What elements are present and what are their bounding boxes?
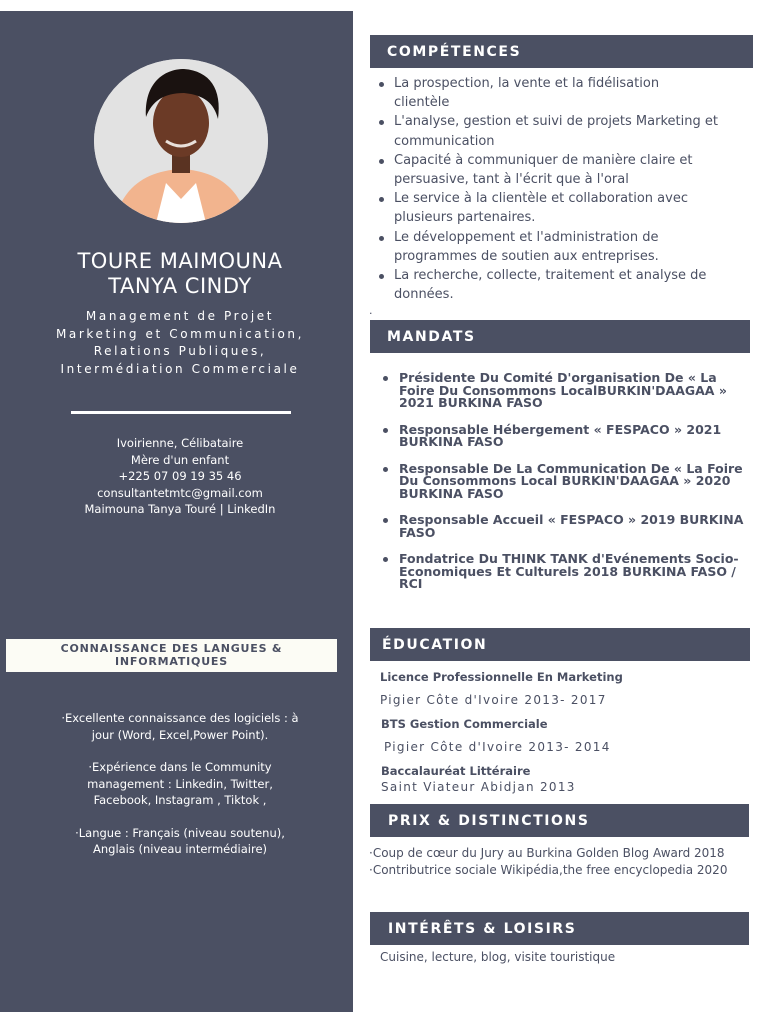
text-line: Foire Du Consommons LocalBURKIN'DAAGAA » xyxy=(399,382,727,398)
institution-name: Saint Viateur Abidjan 2013 xyxy=(381,780,576,794)
degree-title: Licence Professionnelle En Marketing xyxy=(380,670,623,684)
hobbies-text: Cuisine, lecture, blog, visite touristique xyxy=(380,950,616,964)
full-name xyxy=(10,249,350,299)
text-line: BURKINA FASO xyxy=(399,434,504,449)
degree-title: Baccalauréat Littéraire xyxy=(381,764,531,778)
text-line: Facebook, Instagram , Tiktok , xyxy=(93,793,267,807)
text-line: Responsable Hébergement « FESPACO » 2021 xyxy=(399,421,722,437)
family-status: Mère d'un enfant xyxy=(130,452,230,467)
text-line: Fondatrice Du THINK TANK d'Evénements Socio- xyxy=(399,551,739,566)
text-line: clientèle xyxy=(394,95,450,111)
skills-list xyxy=(376,74,756,304)
degree-title: BTS Gestion Commerciale xyxy=(381,717,548,731)
text-line: ·Excellente connaissance des logiciels : à xyxy=(61,711,299,725)
list-item xyxy=(380,421,760,449)
list-item xyxy=(376,189,756,227)
text-line: Le service à la clientèle et collaboration avec xyxy=(394,191,688,207)
text-line: FASO xyxy=(399,524,436,540)
text-line: Capacité à communiquer de manière claire et xyxy=(394,152,693,168)
mandats-section-title: MANDATS xyxy=(370,320,750,353)
job-titles xyxy=(10,308,350,378)
list-item xyxy=(376,228,756,266)
profile-photo xyxy=(94,59,268,223)
text-line: persuasive, tant à l'écrit que à l'oral xyxy=(394,172,629,188)
list-item xyxy=(380,372,760,410)
text-line: La prospection, la vente et la fidélisation xyxy=(394,76,660,91)
sidebar xyxy=(0,11,353,1012)
text-line: programmes de soutien aux entreprises. xyxy=(394,248,659,264)
text-line: Economiques Et Culturels 2018 BURKINA FASO / xyxy=(399,563,736,579)
nationality-status: Ivoirienne, Célibataire xyxy=(116,436,244,450)
text-line: Responsable Accueil « FESPACO » 2019 BURKINA xyxy=(399,512,744,527)
languages-section-title xyxy=(6,639,337,672)
text-line: plusieurs partenaires. xyxy=(394,210,536,226)
list-item xyxy=(376,266,756,304)
phone-number[interactable]: +225 07 09 19 35 46 xyxy=(118,469,242,483)
text-line: ·Langue : Français (niveau soutenu), xyxy=(75,825,285,840)
text-line: Le développement et l'administration de xyxy=(394,229,659,245)
role-line: Intermédiation Commerciale xyxy=(60,361,300,376)
text-line: L'analyse, gestion et suivi de projets Marketing et xyxy=(394,114,718,130)
text-line: 2021 BURKINA FASO xyxy=(399,395,543,410)
list-item xyxy=(376,74,756,112)
mandats-list xyxy=(380,372,760,605)
list-item xyxy=(376,112,756,150)
name-line: TANYA CINDY xyxy=(108,274,252,298)
text-line: Responsable De La Communication De « La Foire xyxy=(399,460,743,476)
text-line: données. xyxy=(394,287,454,303)
text-line: BURKINA FASO xyxy=(399,485,504,501)
list-item xyxy=(380,514,760,539)
email-address[interactable]: consultantetmtc@gmail.com xyxy=(97,485,263,500)
text-line: Présidente Du Comité D'organisation De « La xyxy=(399,370,717,385)
person-portrait-icon xyxy=(94,59,268,223)
text-line: jour (Word, Excel,Power Point). xyxy=(91,727,269,742)
text-line: Du Consommons Local BURKIN'DAAGAA » 2020 xyxy=(399,473,731,488)
institution-name: Pigier Côte d'Ivoire 2013- 2014 xyxy=(384,740,611,754)
institution-name: Pigier Côte d'Ivoire 2013- 2017 xyxy=(380,693,607,707)
divider xyxy=(71,411,291,414)
awards-section-title: PRIX & DISTINCTIONS xyxy=(370,804,749,837)
name-line: TOURE MAIMOUNA xyxy=(77,249,283,273)
text-line: RCI xyxy=(399,576,423,591)
hobbies-section-title: INTÉRÊTS & LOISIRS xyxy=(370,912,749,945)
text-line: Anglais (niveau intermédiaire) xyxy=(92,842,268,856)
list-item xyxy=(380,460,760,501)
skills-section-title: COMPÉTENCES xyxy=(370,35,753,68)
role-line: Marketing et Communication, xyxy=(55,326,305,341)
text-line: management : Linkedin, Twitter, xyxy=(87,776,273,791)
text-line: ·Expérience dans le Community xyxy=(88,760,272,774)
section-title-line: INFORMATIQUES xyxy=(115,654,228,668)
education-section-title: ÉDUCATION xyxy=(370,628,750,661)
text-line: La recherche, collecte, traitement et analyse de xyxy=(394,268,707,284)
list-item: ·Coup de cœur du Jury au Burkina Golden Blog Award 2018 xyxy=(369,846,725,860)
section-title-line: CONNAISSANCE DES LANGUES & xyxy=(60,642,283,655)
contact-info xyxy=(10,435,350,518)
list-item xyxy=(380,553,760,591)
role-line: Relations Publiques, xyxy=(93,344,267,358)
list-item: ·Contributrice sociale Wikipédia,the free encyclopedia 2020 xyxy=(369,863,728,877)
list-item xyxy=(376,151,756,189)
linkedin-link[interactable]: Maimouna Tanya Touré | LinkedIn xyxy=(84,502,276,516)
stray-mark: . xyxy=(369,304,373,317)
awards-list xyxy=(369,845,759,879)
text-line: communication xyxy=(394,133,495,149)
role-line: Management de Projet xyxy=(85,309,275,323)
languages-section-body xyxy=(10,694,350,874)
